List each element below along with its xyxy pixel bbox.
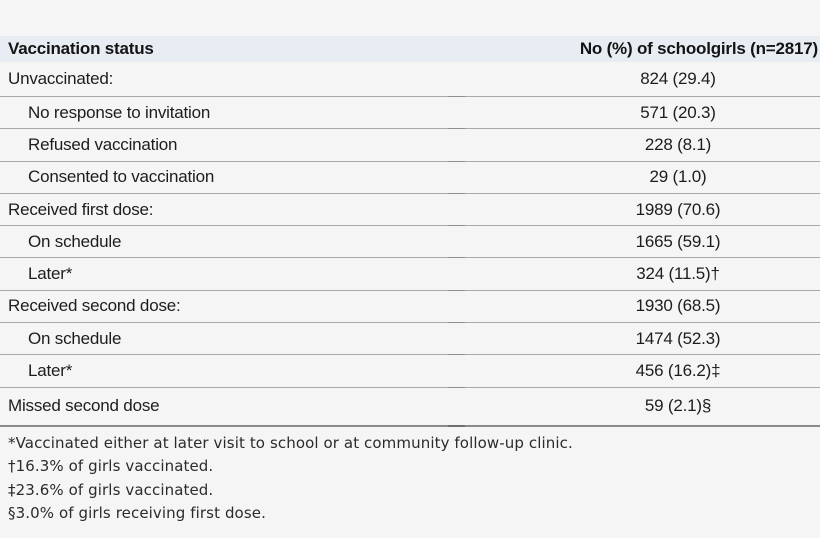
row-value: 228 (8.1) bbox=[644, 134, 712, 154]
row-label: Later* bbox=[28, 264, 73, 284]
footnotes bbox=[8, 432, 812, 526]
row-value: 571 (20.3) bbox=[640, 102, 716, 122]
row-value: 1989 (70.6) bbox=[635, 199, 721, 219]
table-row bbox=[0, 226, 820, 258]
table-row bbox=[0, 129, 820, 161]
row-label: Received first dose: bbox=[8, 199, 154, 219]
row-label: No response to invitation bbox=[28, 102, 211, 122]
table-row bbox=[0, 323, 820, 355]
row-value: 456 (16.2)‡ bbox=[635, 361, 721, 381]
row-value: 1930 (68.5) bbox=[635, 296, 721, 316]
table-row bbox=[0, 97, 820, 129]
table-row bbox=[0, 162, 820, 194]
table-row bbox=[0, 291, 820, 323]
row-label: On schedule bbox=[28, 328, 122, 348]
footnote-line: *Vaccinated either at later visit to school or at community follow-up clinic. bbox=[8, 434, 573, 452]
table-row bbox=[0, 62, 820, 97]
row-label: Later* bbox=[28, 361, 73, 381]
footnote-line: §3.0% of girls receiving first dose. bbox=[8, 504, 266, 523]
row-label: Missed second dose bbox=[8, 396, 160, 416]
table-body bbox=[0, 62, 820, 427]
table-row bbox=[0, 355, 820, 387]
footnote-line: †16.3% of girls vaccinated. bbox=[8, 457, 214, 476]
table-header-row bbox=[0, 36, 820, 62]
row-label: Consented to vaccination bbox=[28, 167, 215, 187]
row-value: 1474 (52.3) bbox=[635, 328, 721, 348]
row-label: On schedule bbox=[28, 231, 122, 251]
row-label: Unvaccinated: bbox=[8, 69, 114, 88]
row-label: Refused vaccination bbox=[28, 134, 178, 154]
row-value: 59 (2.1)§ bbox=[644, 396, 712, 416]
row-value: 324 (11.5)† bbox=[636, 264, 720, 284]
table-row bbox=[0, 258, 820, 290]
row-value: 1665 (59.1) bbox=[635, 231, 721, 251]
table-row bbox=[0, 194, 820, 226]
table-row bbox=[0, 388, 820, 427]
row-value: 29 (1.0) bbox=[649, 167, 707, 187]
row-value: 824 (29.4) bbox=[640, 69, 716, 88]
header-schoolgirls-count: No (%) of schoolgirls (n=2817) bbox=[579, 39, 818, 58]
footnote-line: ‡23.6% of girls vaccinated. bbox=[8, 480, 214, 499]
row-label: Received second dose: bbox=[8, 296, 181, 316]
header-vaccination-status: Vaccination status bbox=[8, 39, 154, 58]
